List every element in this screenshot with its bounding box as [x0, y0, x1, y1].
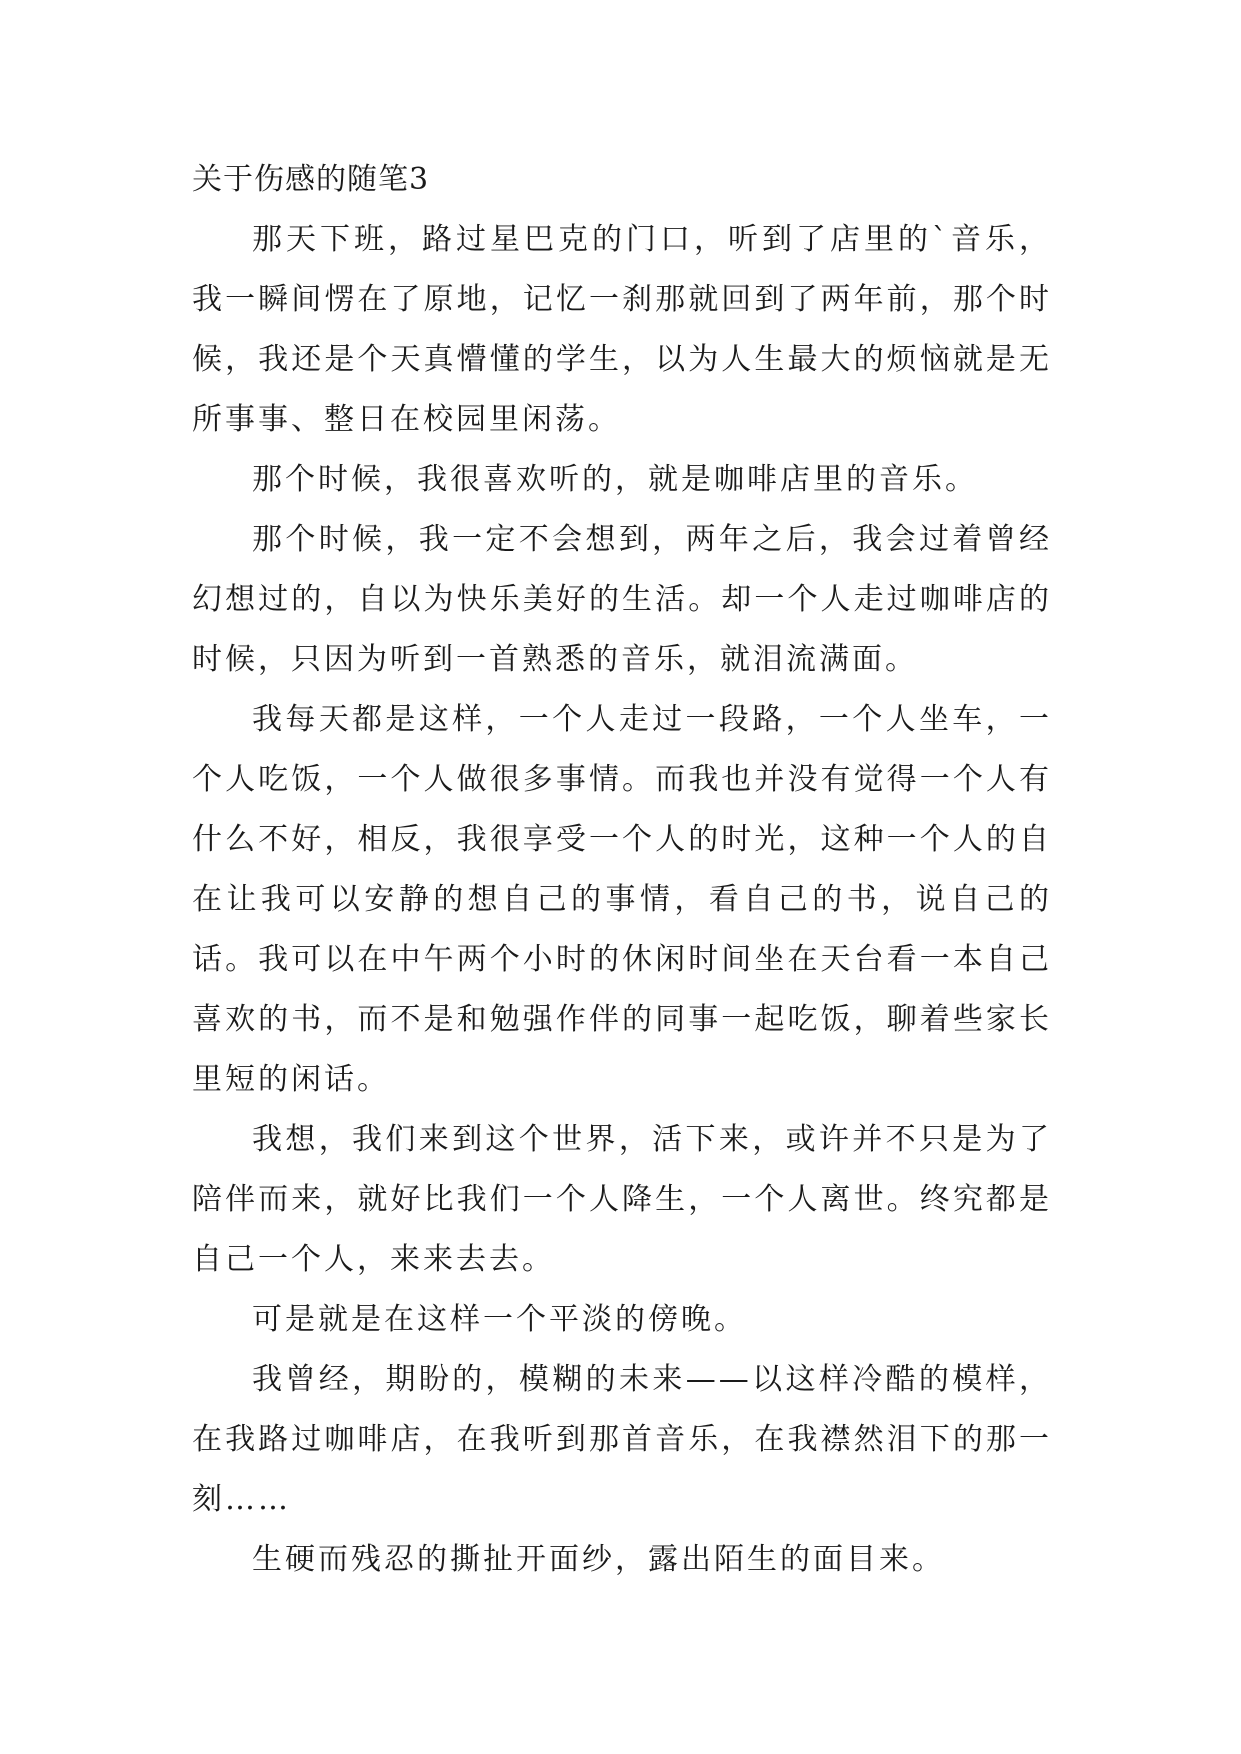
paragraph-3: 那个时候，我一定不会想到，两年之后，我会过着曾经幻想过的，自以为快乐美好的生活。却一个人走过咖啡店的时候，只因为听到一首熟悉的音乐，就泪流满面。: [192, 522, 1052, 677]
document-title: 关于伤感的随笔3: [192, 162, 430, 197]
paragraph-6: 可是就是在这样一个平淡的傍晚。: [252, 1302, 747, 1337]
paragraph-8: 生硬而残忍的撕扯开面纱，露出陌生的面目来。: [252, 1542, 945, 1577]
paragraph-4: 我每天都是这样，一个人走过一段路，一个人坐车，一个人吃饭，一个人做很多事情。而我也并没有觉得一个人有什么不好，相反，我很享受一个人的时光，这种一个人的自在让我可以安静的想自己的事情，看自己的书，说自己的话。我可以在中午两个小时的休闲时间坐在天台看一本自己喜欢的书，而不是和勉强作伴的同事一起吃饭，聊着些家长里短的闲话。: [192, 702, 1052, 1097]
document-body: [192, 150, 1052, 1590]
paragraph-5: 我想，我们来到这个世界，活下来，或许并不只是为了陪伴而来，就好比我们一个人降生，一个人离世。终究都是自己一个人，来来去去。: [192, 1122, 1052, 1277]
paragraph-2: 那个时候，我很喜欢听的，就是咖啡店里的音乐。: [252, 462, 978, 497]
paragraph-7: 我曾经，期盼的，模糊的未来——以这样冷酷的模样，在我路过咖啡店，在我听到那首音乐，在我襟然泪下的那一刻……: [192, 1362, 1052, 1517]
paragraph-1: 那天下班，路过星巴克的门口，听到了店里的`音乐，我一瞬间愣在了原地，记忆一刹那就回到了两年前，那个时候，我还是个天真懵懂的学生，以为人生最大的烦恼就是无所事事、整日在校园里闲荡。: [192, 222, 1052, 437]
